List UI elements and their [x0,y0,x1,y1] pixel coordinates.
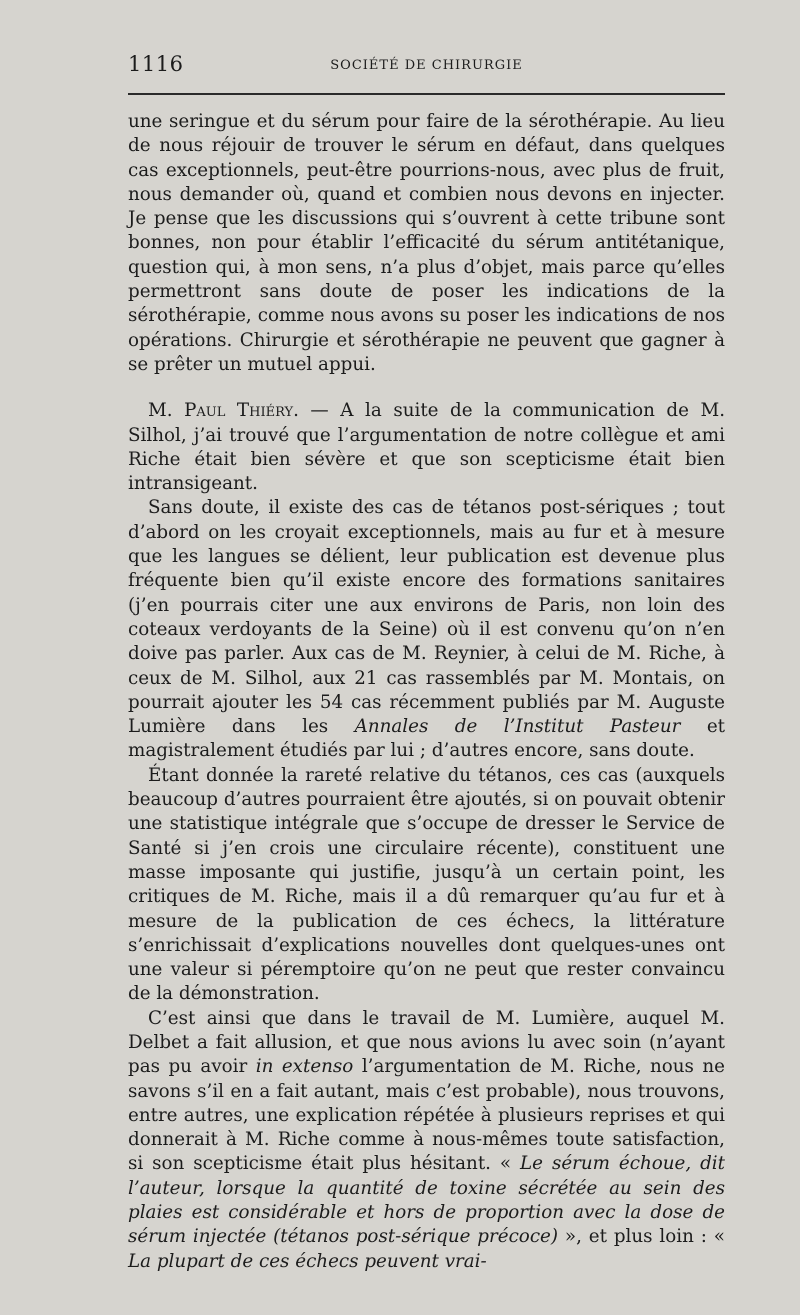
speaker-prefix: M. [148,400,173,422]
body-text [128,110,725,1274]
latin-phrase: in extenso [255,1056,354,1078]
quotation: Le sérum échoue, dit l’auteur, lorsque la quantité de toxine sécrétée au sein des plaies est considérable et hors de proportion avec la dose de sérum injectée (tétanos post-sérique précoce) [128,1153,725,1248]
journal-title: Annales de l’Institut Pasteur [354,716,681,738]
paragraph [128,496,725,763]
page-number: 1116 [128,52,184,76]
paragraph-text: Sans doute, il existe des cas de tétanos post-sériques ; tout d’abord on les croyait exceptionnels, mais au fur et à mesure que les langues se délient, leur publication est devenue plus fréquente bien qu’il existe encore des formations sanitaires (j’en pourrais citer une aux environs de Paris, non loin des coteaux verdoyants de la Seine) où il est convenu qu’on n’en doive pas parler. Aux cas de M. Reynier, à celui de M. Riche, à ceux de M. Silhol, aux 21 cas rassemblés par M. Montais, on pourrait ajouter les 54 cas récemment publiés par M. Auguste Lumière dans les [128,497,725,738]
paragraph-text: une seringue et du sérum pour faire de la sérothérapie. Au lieu de nous réjouir de trouver le sérum en défaut, dans quelques cas exceptionnels, peut-être pourrions-nous, avec plus de fruit, nous demander où, quand et combien nous devons en injecter. Je pense que les discussions qui s’ouvrent à cette tribune sont bonnes, non pour établir l’efficacité du sérum antitétanique, question qui, à mon sens, n’a plus d’objet, mais parce qu’elles permettront sans doute de poser les indications de la sérothérapie, comme nous avons su poser les indications de nos opérations. Chirurgie et sérothérapie ne peuvent que gagner à se prêter un mutuel appui. [128,111,725,375]
page-header [128,52,725,84]
paragraph [128,764,725,1007]
paragraph-text: C’est ainsi que dans le travail de M. Lumière, auquel M. Delbet a fait allusion, et que nous avions lu avec soin (n’ayant pas pu avoir [128,1007,725,1078]
running-head: SOCIÉTÉ DE CHIRURGIE [330,58,523,73]
paragraph-text: Étant donnée la rareté relative du tétanos, ces cas (auxquels beaucoup d’autres pourraient être ajoutés, si on pouvait obtenir une statistique intégrale que s’occupe de dresser le Service de Santé si j’en crois une circulaire récente), constituent une masse imposante qui justifie, jusqu’à un certain point, les critiques de M. Riche, mais il a dû remarquer qu’au fur et à mesure de la publication de ces échecs, la littérature s’enrichissait d’explications nouvelles dont quelques-unes ont une valeur si péremptoire qu’on ne peut que rester convaincu de la démonstration. [128,764,725,1005]
paragraph-text: et magistralement étudiés par lui ; d’autres encore, sans doute. [128,716,725,762]
paragraph-text: . — A la suite de la communication de M. Silhol, j’ai trouvé que l’argumentation de notre collègue et ami Riche était bien sévère et que son scepticisme était bien intransigeant. [128,400,726,495]
paragraph-gap [128,377,725,399]
quotation: La plupart de ces échecs peuvent vrai- [128,1250,487,1272]
paragraph-text: », et plus loin : « [558,1226,725,1248]
paragraph-text: l’argumentation de M. Riche, nous ne savons s’il en a fait autant, mais c’est probable), nous trouvons, entre autres, une explication répétée à plusieurs reprises et qui donnerait à M. Riche comme à nous-mêmes toute satisfaction, si son scepticisme était plus hésitant. « [128,1056,726,1175]
paragraph [128,1007,725,1274]
paragraph [128,110,725,377]
paragraph [128,399,725,496]
speaker-name: Paul Thiéry [184,400,294,422]
header-rule [128,93,725,95]
